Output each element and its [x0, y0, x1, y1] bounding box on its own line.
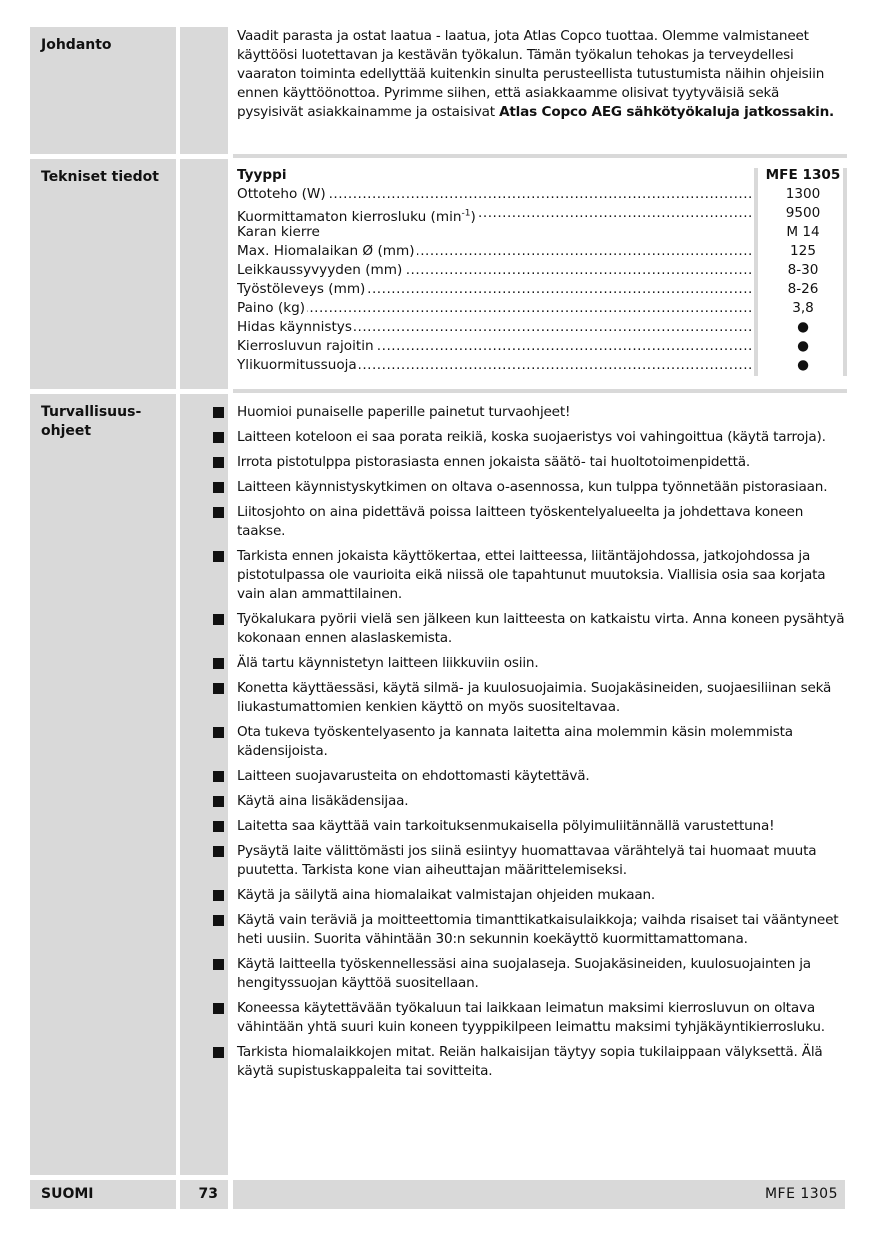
- safety-item-text: Liitosjohto on aina pidettävä poissa laitteen työskentelyalueelta ja johdettava koneen taakse.: [237, 504, 804, 539]
- safety-item: [237, 403, 845, 422]
- spec-label-cell: [237, 337, 753, 356]
- safety-item-text: Tarkista ennen jokaista käyttökertaa, ettei laitteessa, liitäntäjohdossa, jatkojohdossa ja pistotulpassa ole vaurioita eikä niissä ole tapahtunut muutoksia. Viallisia osia saa korjata vain alan ammattilainen.: [237, 548, 826, 602]
- square-bullet-icon: [213, 1047, 224, 1058]
- safety-item: [237, 428, 845, 447]
- safety-item: [237, 1043, 845, 1081]
- spec-row: [237, 299, 845, 318]
- safety-item-text: Laitteen koteloon ei saa porata reikiä, koska suojaeristys voi vahingoittua (käytä tarroja).: [237, 429, 826, 445]
- safety-item-text: Käytä laitteella työskennellessäsi aina suojalaseja. Suojakäsineiden, kuulosuojainten ja hengityssuojan käyttöä suositellaan.: [237, 956, 811, 991]
- square-bullet-icon: [213, 890, 224, 901]
- square-bullet-icon: [213, 771, 224, 782]
- safety-item: [237, 792, 845, 811]
- safety-item-text: Laitteen suojavarusteita on ehdottomasti käytettävä.: [237, 768, 590, 784]
- safety-item: [237, 679, 845, 717]
- safety-item-text: Käytä aina lisäkädensijaa.: [237, 793, 409, 809]
- spec-row: [237, 337, 845, 356]
- square-bullet-icon: [213, 683, 224, 694]
- intro-label-cell: [30, 27, 176, 154]
- safety-item-text: Laitteen käynnistyskytkimen on oltava o-asennossa, kun tulppa työnnetään pistorasiaan.: [237, 479, 828, 495]
- safety-item: [237, 999, 845, 1037]
- spec-label: Työstöleveys (mm): [237, 281, 366, 297]
- spec-label: Ylikuormitussuoja: [237, 357, 357, 373]
- spec-header-label: Tyyppi: [237, 167, 287, 183]
- safety-item-text: Koneessa käytettävään työkaluun tai laikkaan leimatun maksimi kierrosluvun on oltava vähintään yhtä suuri kuin koneen tyyppikilpeen leimattu maksimi tyhjäkäyntikierrosluku.: [237, 1000, 825, 1035]
- spec-value: M 14: [786, 224, 820, 240]
- spec-value: ●: [797, 357, 809, 373]
- spec-label: Kierrosluvun rajoitin: [237, 338, 374, 354]
- safety-item: [237, 478, 845, 497]
- spec-label: Max. Hiomalaikan Ø (mm): [237, 243, 415, 259]
- square-bullet-icon: [213, 915, 224, 926]
- spec-label-cell: [237, 280, 753, 299]
- spec-table: [233, 159, 845, 384]
- square-bullet-icon: [213, 407, 224, 418]
- safety-item: [237, 453, 845, 472]
- safety-item-text: Pysäytä laite välittömästi jos siinä esiintyy huomattavaa värähtelyä tai huomaat muuta puutetta. Tarkista kone vian aiheuttajan määrittelemiseksi.: [237, 843, 817, 878]
- section-divider: [233, 154, 847, 158]
- spec-value: 125: [790, 243, 816, 259]
- spec-row: [237, 261, 845, 280]
- spec-label: Hidas käynnistys: [237, 319, 352, 335]
- square-bullet-icon: [213, 821, 224, 832]
- section-divider: [233, 389, 847, 393]
- safety-item-text: Käytä ja säilytä aina hiomalaikat valmistajan ohjeiden mukaan.: [237, 887, 656, 903]
- spec-header-row: [237, 166, 845, 185]
- safety-item-text: Ota tukeva työskentelyasento ja kannata laitetta aina molemmin käsin molemmista kädensijoista.: [237, 724, 793, 759]
- footer-language: SUOMI: [30, 1180, 176, 1209]
- spec-label: Paino (kg): [237, 300, 306, 316]
- intro-label: Johdanto: [41, 37, 112, 53]
- tech-mid-cell: [180, 159, 228, 389]
- safety-list: [233, 394, 845, 1081]
- square-bullet-icon: [213, 959, 224, 970]
- spec-row: [237, 280, 845, 299]
- safety-item: [237, 955, 845, 993]
- intro-text: Vaadit parasta ja ostat laatua - laatua, jota Atlas Copco tuottaa. Olemme valmistaneet käyttöösi luotettavan ja kestävän työkalun. Tämän työkalun tehokas ja terveydellesi vaaraton toiminta edellyttää kuitenkin sinulta perusteellista tutustumista näihin ohjeisiin ennen käyttöönottoa. Pyrimme siihen, että asiakkaamme olisivat tyytyväisiä sekä pysyisivät asiakkainamme ja ostaisivat: [237, 28, 825, 120]
- spec-value: 3,8: [792, 300, 814, 316]
- square-bullet-icon: [213, 1003, 224, 1014]
- safety-item-text: Käytä vain teräviä ja moitteettomia timanttikatkaisulaikkoja; vaihda risaiset tai vääntyneet heti uusiin. Suorita vähintään 30:n sekunnin koekäyttö kuormittamattomana.: [237, 912, 839, 947]
- safety-item: [237, 817, 845, 836]
- safety-item-text: Työkalukara pyörii vielä sen jälkeen kun laitteesta on katkaistu virta. Anna koneen pysähtyä kokonaan ennen alaslaskemista.: [237, 611, 845, 646]
- spec-value: 8-26: [787, 281, 819, 297]
- safety-item: [237, 886, 845, 905]
- square-bullet-icon: [213, 432, 224, 443]
- square-bullet-icon: [213, 614, 224, 625]
- intro-content: [233, 27, 845, 122]
- safety-item: [237, 503, 845, 541]
- spec-label-cell: [237, 299, 753, 318]
- safety-item: [237, 767, 845, 786]
- safety-item: [237, 547, 845, 604]
- spec-row: [237, 242, 845, 261]
- spec-value: ●: [797, 338, 809, 354]
- spec-label: Kuormittamaton kierrosluku $(\min^{-1})$: [237, 208, 476, 223]
- spec-value: 1300: [785, 186, 821, 202]
- spec-value: 9500: [785, 205, 821, 221]
- spec-row: [237, 223, 845, 242]
- spec-label: Leikkaussyvyyden (mm): [237, 262, 403, 278]
- spec-label: Ottoteho (W): [237, 186, 326, 202]
- spec-label-cell: [237, 356, 753, 375]
- footer-model: MFE 1305: [233, 1180, 845, 1209]
- spec-row: [237, 356, 845, 375]
- square-bullet-icon: [213, 727, 224, 738]
- safety-label-cell: [30, 394, 176, 1175]
- spec-label-cell: [237, 318, 753, 337]
- safety-item: [237, 610, 845, 648]
- safety-item-text: Konetta käyttäessäsi, käytä silmä- ja kuulosuojaimia. Suojakäsineiden, suojaesiliinan sekä liukastumattomien kenkien käyttö on myös suositeltavaa.: [237, 680, 832, 715]
- intro-paragraph: [233, 27, 845, 122]
- spec-label: Karan kierre: [237, 224, 320, 240]
- safety-item-text: Huomioi punaiselle paperille painetut turvaohjeet!: [237, 404, 571, 420]
- tech-label: Tekniset tiedot: [41, 169, 159, 185]
- spec-row: [237, 185, 845, 204]
- square-bullet-icon: [213, 796, 224, 807]
- spec-label-sup: -1: [461, 208, 471, 218]
- safety-item-text: Älä tartu käynnistetyn laitteen liikkuviin osiin.: [237, 655, 539, 671]
- safety-item-text: Laitetta saa käyttää vain tarkoituksenmukaisella pölyimuliitännällä varustettuna!: [237, 818, 775, 834]
- spec-label-cell: [237, 242, 753, 261]
- intro-bold-text: Atlas Copco AEG sähkötyökaluja jatkossakin.: [499, 104, 835, 120]
- safety-item: [237, 842, 845, 880]
- safety-item-text: Irrota pistotulppa pistorasiasta ennen jokaista säätö- tai huoltotoimenpidettä.: [237, 454, 750, 470]
- square-bullet-icon: [213, 551, 224, 562]
- safety-content: [233, 394, 845, 1087]
- spec-row: [237, 204, 845, 223]
- spec-value: ●: [797, 319, 809, 335]
- spec-row: [237, 318, 845, 337]
- safety-item: [237, 654, 845, 673]
- square-bullet-icon: [213, 457, 224, 468]
- square-bullet-icon: [213, 846, 224, 857]
- spec-label-cell: [237, 223, 753, 242]
- safety-item: [237, 723, 845, 761]
- square-bullet-icon: [213, 507, 224, 518]
- spec-label-cell: [237, 261, 753, 280]
- safety-item: [237, 911, 845, 949]
- spec-label-cell: [237, 185, 753, 204]
- safety-label: Turvallisuus-ohjeet: [41, 404, 142, 439]
- square-bullet-icon: [213, 482, 224, 493]
- intro-mid-cell: [180, 27, 228, 154]
- safety-item-text: Tarkista hiomalaikkojen mitat. Reiän halkaisijan täytyy sopia tukilaippaan välyksettä. Älä käytä supistuskappaleita tai sovitteita.: [237, 1044, 823, 1079]
- spec-header-value: MFE 1305: [765, 167, 841, 183]
- tech-label-cell: [30, 159, 176, 389]
- spec-label-cell: [237, 204, 753, 223]
- spec-value: 8-30: [787, 262, 819, 278]
- footer-page-number: 73: [180, 1180, 228, 1209]
- square-bullet-icon: [213, 658, 224, 669]
